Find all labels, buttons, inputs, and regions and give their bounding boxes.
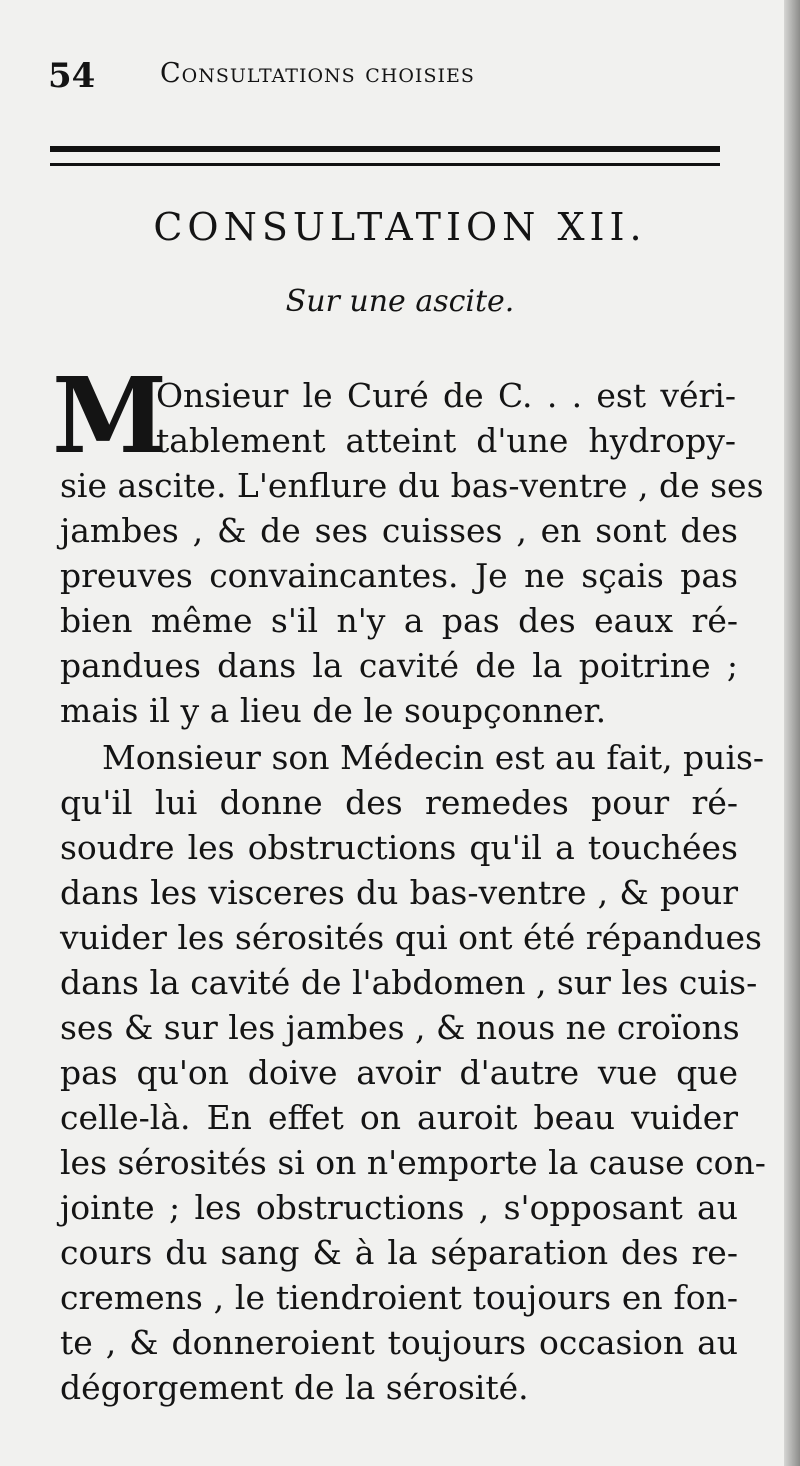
text-line: dans les visceres du bas-ventre , & pour [60,873,738,912]
text-line: cours du sang & à la séparation des re- [60,1233,738,1272]
text-line: dégorgement de la sérosité. [60,1368,529,1407]
text-line: bien même s'il n'y a pas des eaux ré- [60,601,738,640]
header-rule-thick [50,146,720,152]
text-line: preuves convaincantes. Je ne sçais pas [60,556,738,595]
page-header [48,50,608,100]
text-line: dans la cavité de l'abdomen , sur les cuis- [60,963,758,1002]
text-line: soudre les obstructions qu'il a touchées [60,828,738,867]
text-line: jambes , & de ses cuisses , en sont des [60,511,738,550]
running-head: Consultations choisies [160,58,475,89]
text-line: te , & donneroient toujours occasion au [60,1323,738,1362]
text-line: pandues dans la cavité de la poitrine ; [60,646,738,685]
text-line: mais il y a lieu de le soupçonner. [60,691,607,730]
text-line: tablement atteint d'une hydropy- [156,421,736,460]
text-line: qu'il lui donne des remedes pour ré- [60,783,738,822]
header-rule-thin [50,163,720,166]
text-line: cremens , le tiendroient toujours en fon- [60,1278,738,1317]
text-line: Onsieur le Curé de C. . . est véri- [156,376,736,415]
page-number: 54 [48,56,96,96]
chapter-subtitle: Sur une ascite. [285,284,515,319]
text-line: vuider les sérosités qui ont été répandues [60,918,762,957]
text-line: ses & sur les jambes , & nous ne croïons [60,1008,740,1047]
text-line: pas qu'on doive avoir d'autre vue que [60,1053,738,1092]
text-line: les sérosités si on n'emporte la cause con- [60,1143,766,1182]
text-line: jointe ; les obstructions , s'opposant au [60,1188,738,1227]
text-line: sie ascite. L'enflure du bas-ventre , de ses [60,466,764,505]
chapter-title: CONSULTATION XII. [153,205,647,249]
text-line: Monsieur son Médecin est au fait, puis- [102,738,765,777]
text-line: celle-là. En effet on auroit beau vuider [60,1098,738,1137]
drop-cap: M [52,354,168,477]
